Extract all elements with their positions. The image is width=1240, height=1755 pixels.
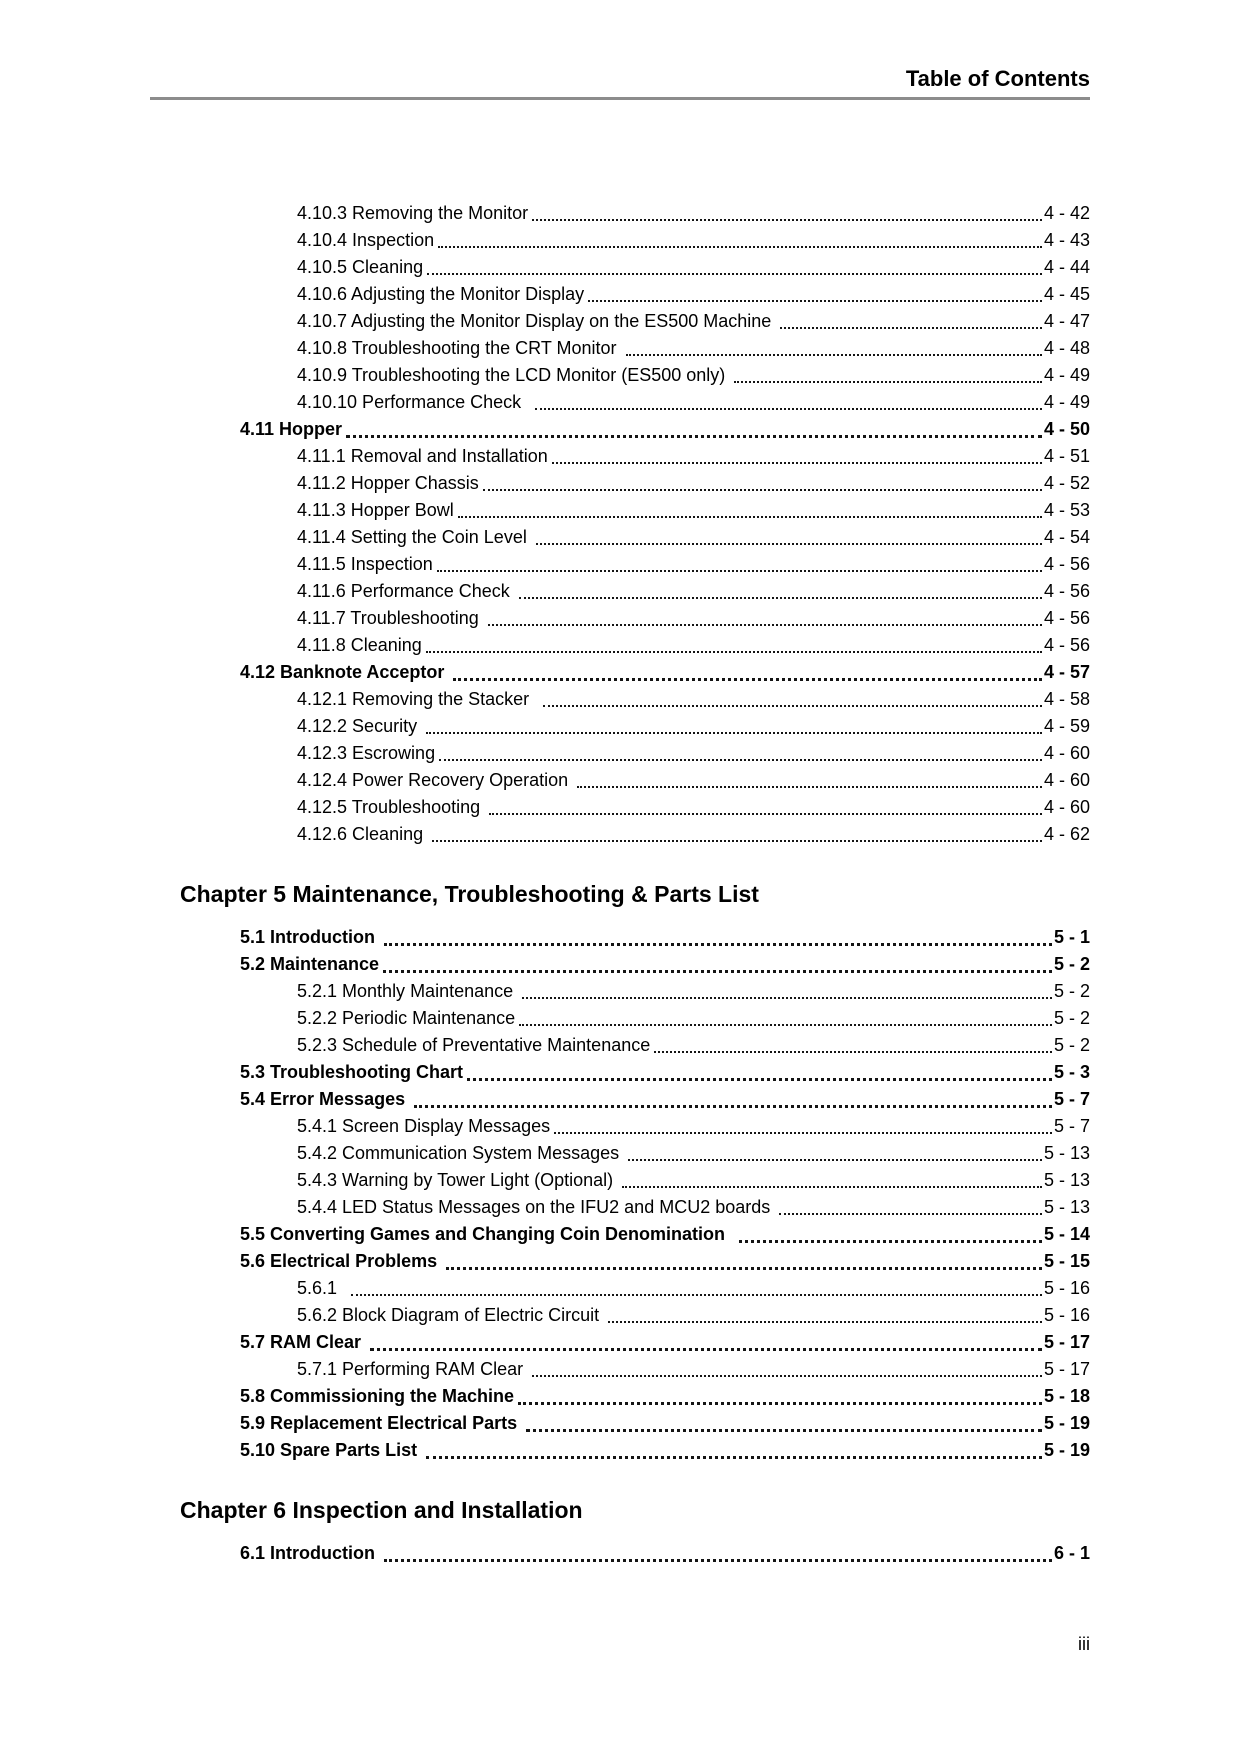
- dot-leader: [439, 759, 1042, 761]
- toc-entry-page: 5 - 16: [1043, 1305, 1090, 1325]
- toc-entry-label: 5.2 Maintenance: [240, 954, 380, 974]
- toc-entry-page: 4 - 45: [1043, 284, 1090, 304]
- toc-entry-label: 5.4.4 LED Status Messages on the IFU2 and MCU2 boards: [297, 1197, 776, 1217]
- dot-leader: [351, 1294, 1042, 1296]
- toc-entry: [180, 1437, 1090, 1464]
- toc-entry-page: 4 - 42: [1043, 203, 1090, 223]
- toc-entry-label: 5.5 Converting Games and Changing Coin Denomination: [240, 1224, 736, 1244]
- toc-entry: [180, 951, 1090, 978]
- page-number: iii: [1078, 1634, 1090, 1654]
- dot-leader: [384, 943, 1052, 946]
- toc-entry-label: 4.10.6 Adjusting the Monitor Display: [297, 284, 585, 304]
- toc-entry: [180, 821, 1090, 848]
- toc-entry-label: 4.11.5 Inspection: [297, 554, 433, 574]
- toc-entry: [180, 389, 1090, 416]
- toc-entry-label: 4.10.7 Adjusting the Monitor Display on the ES500 Machine: [297, 311, 777, 331]
- toc-entry: [180, 578, 1090, 605]
- toc-entry-label: 4.11.2 Hopper Chassis: [297, 473, 479, 493]
- toc-entry-label: 4.10.9 Troubleshooting the LCD Monitor (ES500 only): [297, 365, 731, 385]
- toc-entry-label: 4.11.4 Setting the Coin Level: [297, 527, 532, 547]
- toc-entry-label: 5.4 Error Messages: [240, 1089, 411, 1109]
- toc-entry-label: 4.10.8 Troubleshooting the CRT Monitor: [297, 338, 622, 358]
- toc-entry-label: 4.11.1 Removal and Installation: [297, 446, 548, 466]
- dot-leader: [488, 624, 1042, 626]
- toc-entry: [180, 335, 1090, 362]
- toc-entry-page: 4 - 43: [1043, 230, 1090, 250]
- toc-entry-page: 5 - 7: [1053, 1089, 1090, 1109]
- toc-entry: [180, 632, 1090, 659]
- toc-entry: [180, 1410, 1090, 1437]
- toc-entry: [180, 1059, 1090, 1086]
- toc-entry-page: 5 - 2: [1053, 954, 1090, 974]
- dot-leader: [526, 1429, 1042, 1432]
- dot-leader: [519, 597, 1042, 599]
- toc-entry-label: 5.6.1: [297, 1278, 348, 1298]
- toc-entry: [180, 551, 1090, 578]
- toc-entry-page: 4 - 48: [1043, 338, 1090, 358]
- toc-entry-page: 5 - 2: [1053, 1008, 1090, 1028]
- toc-entry-page: 4 - 52: [1043, 473, 1090, 493]
- toc-entry-page: 4 - 49: [1043, 365, 1090, 385]
- toc-entry: [180, 1329, 1090, 1356]
- toc-entry: [180, 254, 1090, 281]
- toc-entry: [180, 281, 1090, 308]
- toc-entry-label: 5.3 Troubleshooting Chart: [240, 1062, 464, 1082]
- toc-entry-page: 5 - 17: [1043, 1359, 1090, 1379]
- toc-entry: [180, 978, 1090, 1005]
- page-header-title: Table of Contents: [905, 66, 1090, 91]
- toc-entry: [180, 497, 1090, 524]
- dot-leader: [552, 462, 1042, 464]
- toc-entry-page: 5 - 19: [1043, 1440, 1090, 1460]
- chapter-heading: Chapter 5 Maintenance, Troubleshooting & Parts List: [180, 881, 759, 907]
- dot-leader: [467, 1078, 1052, 1081]
- dot-leader: [426, 651, 1042, 653]
- toc-entry-page: 5 - 7: [1053, 1116, 1090, 1136]
- dot-leader: [739, 1240, 1042, 1243]
- dot-leader: [536, 543, 1042, 545]
- toc-entry-page: 4 - 44: [1043, 257, 1090, 277]
- toc-entry-page: 5 - 15: [1043, 1251, 1090, 1271]
- toc-entry: [180, 1194, 1090, 1221]
- dot-leader: [437, 570, 1042, 572]
- toc-entry: [180, 794, 1090, 821]
- dot-leader: [577, 786, 1042, 788]
- toc-entry: [180, 1302, 1090, 1329]
- toc-entry-page: 5 - 16: [1043, 1278, 1090, 1298]
- toc-entry-page: 4 - 56: [1043, 608, 1090, 628]
- toc-entry-page: 6 - 1: [1053, 1543, 1090, 1563]
- toc-entry-label: 5.6 Electrical Problems: [240, 1251, 443, 1271]
- toc-entry-label: 4.10.3 Removing the Monitor: [297, 203, 529, 223]
- dot-leader: [458, 516, 1042, 518]
- toc-entry: [180, 686, 1090, 713]
- toc-entry-page: 4 - 62: [1043, 824, 1090, 844]
- toc-entry-label: 4.11.3 Hopper Bowl: [297, 500, 454, 520]
- toc-entry-label: 5.9 Replacement Electrical Parts: [240, 1413, 523, 1433]
- toc-entry-page: 4 - 54: [1043, 527, 1090, 547]
- dot-leader: [628, 1159, 1042, 1161]
- dot-leader: [780, 327, 1042, 329]
- dot-leader: [518, 1402, 1042, 1405]
- toc-entry-page: 5 - 13: [1043, 1197, 1090, 1217]
- dot-leader: [519, 1024, 1052, 1026]
- toc-entry-page: 4 - 58: [1043, 689, 1090, 709]
- toc-entry-page: 5 - 2: [1053, 1035, 1090, 1055]
- toc-entry: [180, 200, 1090, 227]
- toc-entry-page: 5 - 18: [1043, 1386, 1090, 1406]
- toc-entry: [180, 1086, 1090, 1113]
- toc-entry-page: 4 - 60: [1043, 797, 1090, 817]
- toc-entry: [180, 470, 1090, 497]
- toc-entry: [180, 740, 1090, 767]
- dot-leader: [779, 1213, 1042, 1215]
- header-rule: [150, 97, 1090, 100]
- dot-leader: [543, 705, 1042, 707]
- dot-leader: [414, 1105, 1052, 1108]
- toc-entry-page: 5 - 3: [1053, 1062, 1090, 1082]
- toc-entry-label: 5.2.2 Periodic Maintenance: [297, 1008, 516, 1028]
- toc-entry-label: 5.6.2 Block Diagram of Electric Circuit: [297, 1305, 605, 1325]
- toc-entry-page: 4 - 56: [1043, 554, 1090, 574]
- toc-entry: [180, 416, 1090, 443]
- toc-entry: [180, 1140, 1090, 1167]
- toc-entry: [180, 1248, 1090, 1275]
- toc-entry-label: 4.12.4 Power Recovery Operation: [297, 770, 574, 790]
- toc-entry-label: 5.7.1 Performing RAM Clear: [297, 1359, 529, 1379]
- dot-leader: [535, 408, 1042, 410]
- toc-entry: [180, 1356, 1090, 1383]
- dot-leader: [446, 1267, 1042, 1270]
- chapter-heading: Chapter 6 Inspection and Installation: [180, 1497, 583, 1523]
- toc-entry-label: 4.11.6 Performance Check: [297, 581, 515, 601]
- toc-entry-label: 5.7 RAM Clear: [240, 1332, 367, 1352]
- table-of-contents: [180, 200, 1090, 1567]
- dot-leader: [532, 219, 1042, 221]
- toc-entry-page: 5 - 2: [1053, 981, 1090, 1001]
- dot-leader: [608, 1321, 1042, 1323]
- dot-leader: [384, 1559, 1052, 1562]
- toc-entry: [180, 1221, 1090, 1248]
- toc-entry-page: 4 - 56: [1043, 581, 1090, 601]
- toc-entry-label: 5.2.1 Monthly Maintenance: [297, 981, 519, 1001]
- dot-leader: [383, 970, 1052, 973]
- dot-leader: [427, 273, 1042, 275]
- toc-entry: [180, 659, 1090, 686]
- dot-leader: [626, 354, 1042, 356]
- toc-entry: [180, 1383, 1090, 1410]
- dot-leader: [426, 732, 1042, 734]
- toc-entry-label: 4.10.4 Inspection: [297, 230, 435, 250]
- toc-entry-page: 5 - 1: [1053, 927, 1090, 947]
- toc-entry-label: 4.10.10 Performance Check: [297, 392, 532, 412]
- dot-leader: [370, 1348, 1042, 1351]
- toc-entry-page: 4 - 50: [1043, 419, 1090, 439]
- toc-entry: [180, 1275, 1090, 1302]
- toc-entry: [180, 1167, 1090, 1194]
- toc-entry-page: 4 - 60: [1043, 770, 1090, 790]
- toc-entry: [180, 362, 1090, 389]
- toc-entry-label: 4.11.7 Troubleshooting: [297, 608, 484, 628]
- toc-entry-label: 4.12.3 Escrowing: [297, 743, 436, 763]
- toc-entry-page: 4 - 60: [1043, 743, 1090, 763]
- dot-leader: [654, 1051, 1052, 1053]
- toc-entry-page: 4 - 57: [1043, 662, 1090, 682]
- toc-entry-label: 4.11 Hopper: [240, 419, 343, 439]
- toc-entry-page: 4 - 51: [1043, 446, 1090, 466]
- toc-entry-page: 5 - 13: [1043, 1143, 1090, 1163]
- toc-entry-page: 4 - 47: [1043, 311, 1090, 331]
- toc-entry-label: 5.8 Commissioning the Machine: [240, 1386, 515, 1406]
- toc-entry: [180, 1032, 1090, 1059]
- toc-entry-page: 5 - 14: [1043, 1224, 1090, 1244]
- toc-entry-page: 4 - 59: [1043, 716, 1090, 736]
- toc-entry-label: 5.10 Spare Parts List: [240, 1440, 423, 1460]
- toc-entry: [180, 1005, 1090, 1032]
- toc-entry: [180, 443, 1090, 470]
- toc-entry-label: 4.12 Banknote Acceptor: [240, 662, 450, 682]
- toc-entry: [180, 227, 1090, 254]
- toc-entry-label: 4.12.1 Removing the Stacker: [297, 689, 540, 709]
- dot-leader: [432, 840, 1042, 842]
- toc-entry-label: 5.1 Introduction: [240, 927, 381, 947]
- toc-entry-label: 4.12.5 Troubleshooting: [297, 797, 486, 817]
- toc-entry-page: 4 - 53: [1043, 500, 1090, 520]
- toc-entry-label: 5.4.2 Communication System Messages: [297, 1143, 625, 1163]
- dot-leader: [453, 678, 1042, 681]
- dot-leader: [483, 489, 1042, 491]
- toc-entry-label: 4.10.5 Cleaning: [297, 257, 424, 277]
- dot-leader: [346, 435, 1042, 438]
- toc-entry-label: 6.1 Introduction: [240, 1543, 381, 1563]
- dot-leader: [588, 300, 1042, 302]
- toc-entry-label: 5.4.3 Warning by Tower Light (Optional): [297, 1170, 619, 1190]
- toc-entry-label: 5.2.3 Schedule of Preventative Maintenance: [297, 1035, 651, 1055]
- toc-entry: [180, 767, 1090, 794]
- toc-entry: [180, 308, 1090, 335]
- dot-leader: [734, 381, 1042, 383]
- dot-leader: [532, 1375, 1042, 1377]
- dot-leader: [622, 1186, 1042, 1188]
- toc-entry-page: 4 - 49: [1043, 392, 1090, 412]
- toc-entry: [180, 924, 1090, 951]
- dot-leader: [426, 1456, 1042, 1459]
- toc-entry: [180, 1113, 1090, 1140]
- toc-entry-label: 4.12.6 Cleaning: [297, 824, 429, 844]
- toc-entry: [180, 713, 1090, 740]
- toc-entry-label: 4.12.2 Security: [297, 716, 423, 736]
- toc-entry-page: 4 - 56: [1043, 635, 1090, 655]
- dot-leader: [522, 997, 1052, 999]
- toc-entry-page: 5 - 19: [1043, 1413, 1090, 1433]
- toc-entry: [180, 1540, 1090, 1567]
- toc-entry: [180, 605, 1090, 632]
- toc-entry-label: 5.4.1 Screen Display Messages: [297, 1116, 551, 1136]
- toc-entry-label: 4.11.8 Cleaning: [297, 635, 422, 655]
- toc-entry-page: 5 - 13: [1043, 1170, 1090, 1190]
- toc-entry-page: 5 - 17: [1043, 1332, 1090, 1352]
- dot-leader: [438, 246, 1042, 248]
- dot-leader: [489, 813, 1042, 815]
- dot-leader: [554, 1132, 1052, 1134]
- toc-entry: [180, 524, 1090, 551]
